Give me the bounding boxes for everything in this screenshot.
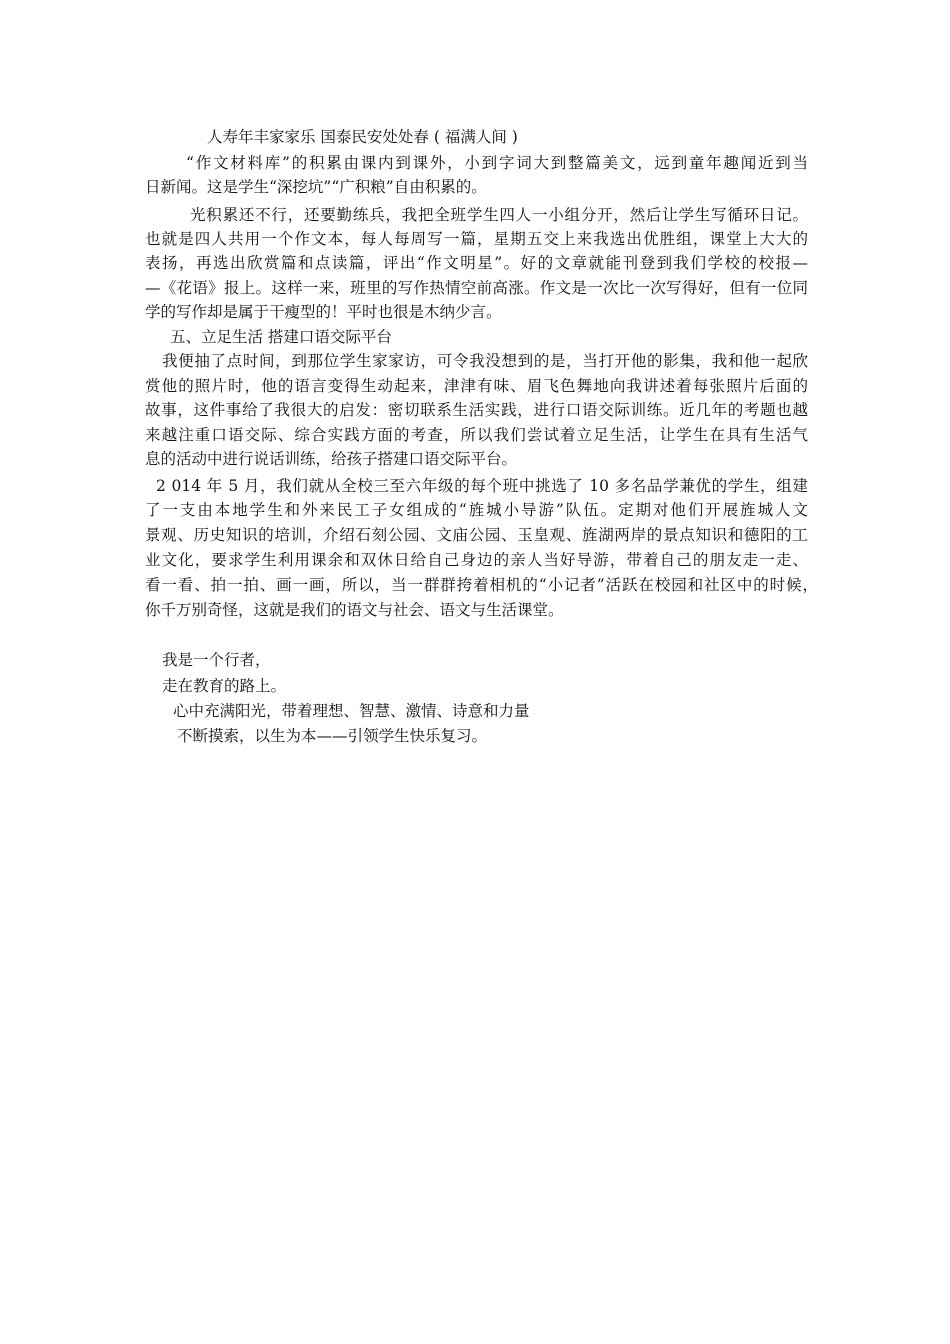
text-line: 日新闻。这是学生“深挖坑”“广积粮”自由积累的。 bbox=[145, 178, 487, 196]
text-line: 看一看、拍一拍、画一画，所以，当一群群挎着相机的“小记者”活跃在校园和社区中的时候， bbox=[145, 576, 818, 594]
poem-line: 走在教育的路上。 bbox=[162, 677, 287, 695]
text-line: 也就是四人共用一个作文本，每人每周写一篇，星期五交上来我选出优胜组，课堂上大大的 bbox=[145, 230, 808, 248]
text-line: 表扬，再选出欣赏篇和点读篇，评出“作文明星”。好的文章就能刊登到我们学校的校报— bbox=[145, 254, 808, 272]
text-line: —《花语》报上。这样一来，班里的写作热情空前高涨。作文是一次比一次写得好，但有一位同 bbox=[145, 279, 808, 297]
text-line: “作文材料库”的积累由课内到课外，小到字词大到整篇美文，远到童年趣闻近到当 bbox=[186, 154, 808, 172]
text-line: 2 014 年 5 月，我们就从全校三至六年级的每个班中挑选了 10 多名品学兼优的学生，组建 bbox=[156, 477, 808, 495]
text-line: 息的活动中进行说话训练，给孩子搭建口语交际平台。 bbox=[145, 450, 518, 468]
poem-line: 心中充满阳光，带着理想、智慧、激情、诗意和力量 bbox=[173, 702, 530, 720]
text-line: 景观、历史知识的培训，介绍石刻公园、文庙公园、玉皇观、旌湖两岸的景点知识和德阳的工 bbox=[145, 526, 808, 544]
text-line: 了一支由本地学生和外来民工子女组成的“旌城小导游”队伍。定期对他们开展旌城人文 bbox=[145, 501, 808, 519]
text-line: 人寿年丰家家乐 国泰民安处处春 ( 福满人间 ) bbox=[207, 128, 518, 146]
text-line: 你千万别奇怪，这就是我们的语文与社会、语文与生活课堂。 bbox=[145, 601, 564, 619]
poem-line: 我是一个行者， bbox=[162, 651, 271, 669]
text-line: 业文化，要求学生利用课余和双休日给自己身边的亲人当好导游，带着自己的朋友走一走、 bbox=[145, 551, 808, 569]
section-heading: 五、立足生活 搭建口语交际平台 bbox=[170, 328, 392, 346]
text-line: 我便抽了点时间，到那位学生家家访，可令我没想到的是，当打开他的影集，我和他一起欣 bbox=[162, 352, 808, 370]
text-line: 学的写作却是属于干瘦型的！平时也很是木纳少言。 bbox=[145, 303, 502, 321]
text-line: 来越注重口语交际、综合实践方面的考查，所以我们尝试着立足生活，让学生在具有生活气 bbox=[145, 426, 808, 444]
text-line: 光积累还不行，还要勤练兵，我把全班学生四人一小组分开，然后让学生写循环日记。 bbox=[190, 206, 808, 224]
text-line: 故事，这件事给了我很大的启发：密切联系生活实践，进行口语交际训练。近几年的考题也越 bbox=[145, 401, 808, 419]
text-line: 赏他的照片时，他的语言变得生动起来，津津有味、眉飞色舞地向我讲述着每张照片后面的 bbox=[145, 377, 808, 395]
poem-line: 不断摸索，以生为本——引领学生快乐复习。 bbox=[177, 727, 488, 745]
